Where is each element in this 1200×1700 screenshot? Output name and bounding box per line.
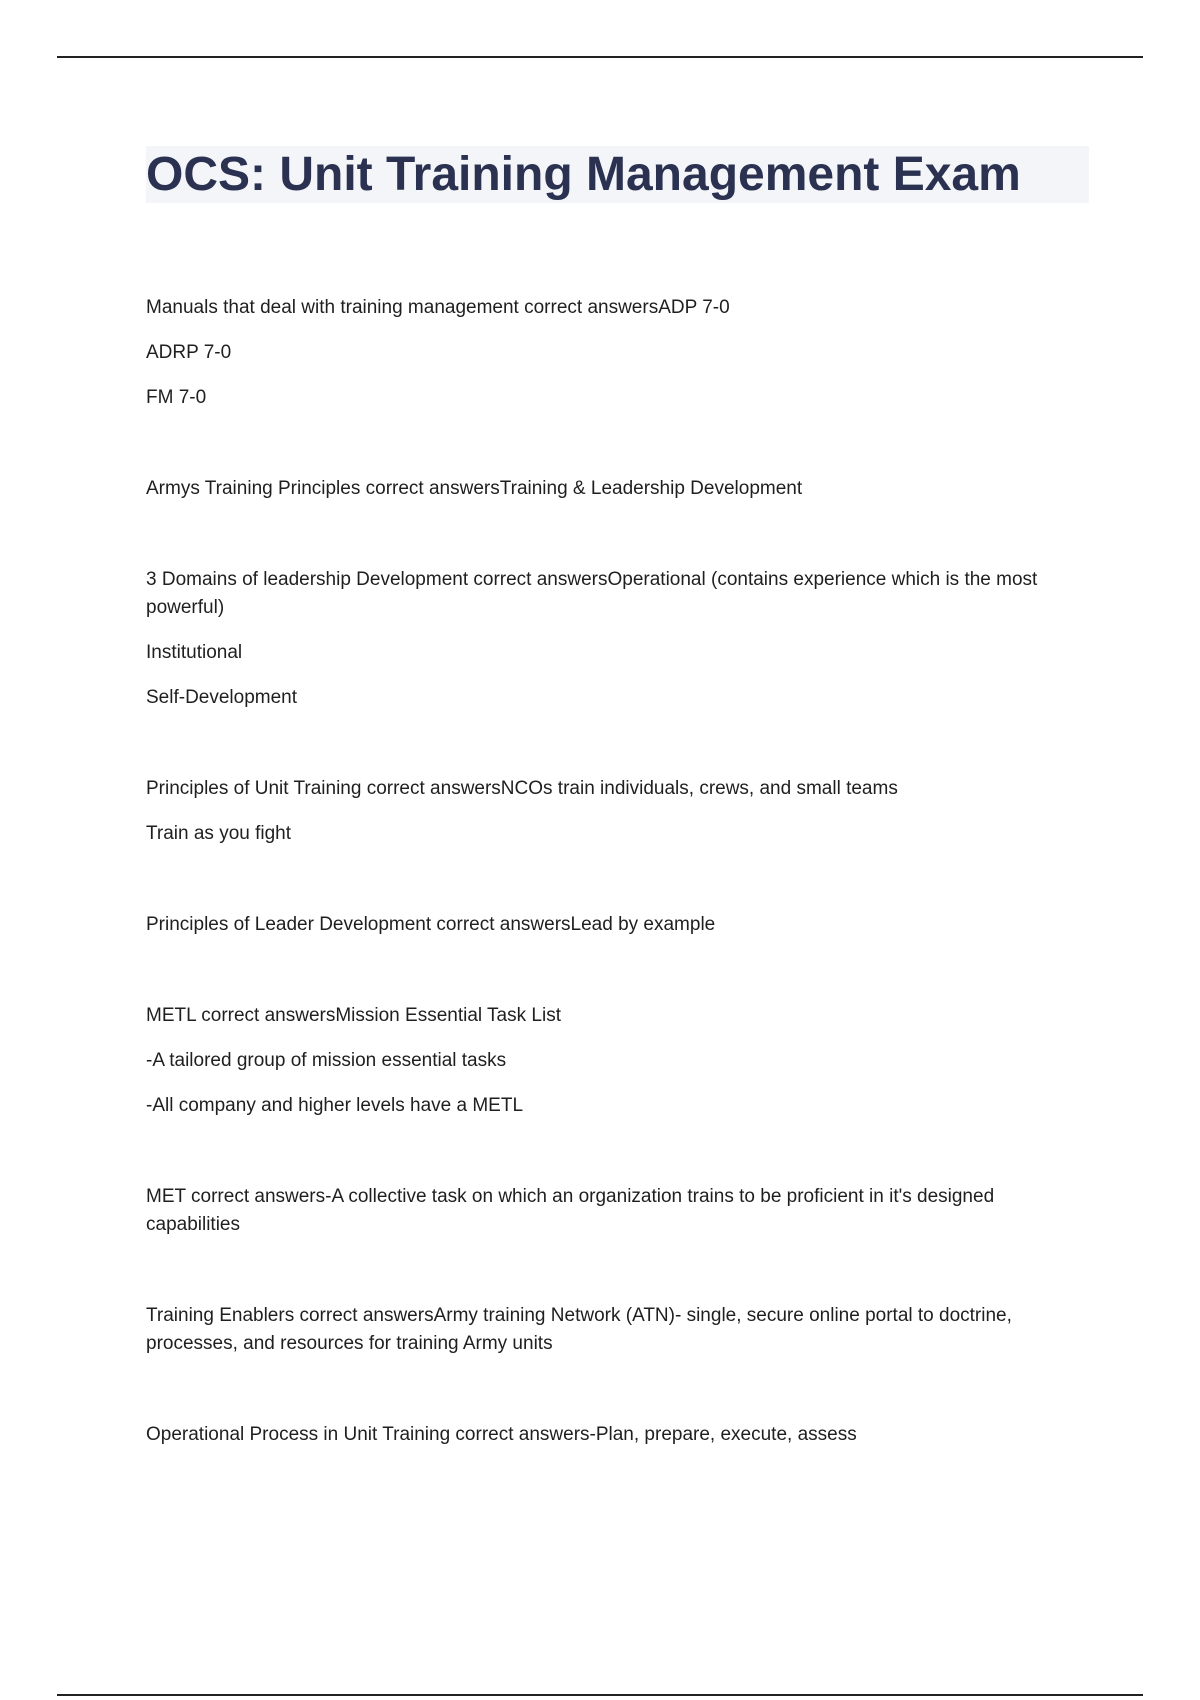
question-answer-line: Operational Process in Unit Training correct answers-Plan, prepare, execute, assess [146, 1424, 857, 1445]
top-rule [57, 56, 1143, 58]
question-answer-line: METL correct answersMission Essential Task List [146, 1005, 561, 1026]
qa-entry [146, 775, 1086, 848]
question-answer-line: Training Enablers correct answersArmy training Network (ATN)- single, secure online portal to doctrine, processes, and resources for training Army units [146, 1305, 1012, 1354]
qa-entry [146, 294, 1086, 412]
page-title: OCS: Unit Training Management Exam [146, 148, 1021, 201]
qa-entry [146, 1302, 1086, 1358]
bottom-rule [57, 1694, 1143, 1696]
qa-entry [146, 1183, 1086, 1239]
document-body [146, 294, 1086, 1512]
answer-line: Self-Development [146, 687, 298, 708]
question-answer-line: Principles of Leader Development correct answersLead by example [146, 914, 716, 935]
question-answer-line: MET correct answers-A collective task on which an organization trains to be proficient in it's designed capabilities [146, 1186, 995, 1235]
answer-line: FM 7-0 [146, 387, 207, 408]
title-banner [146, 146, 1089, 203]
answer-line: Institutional [146, 642, 243, 663]
qa-entry [146, 475, 1086, 503]
question-answer-line: 3 Domains of leadership Development correct answersOperational (contains experience which is the most powerful) [146, 569, 1038, 618]
qa-entry [146, 1002, 1086, 1120]
question-answer-line: Principles of Unit Training correct answersNCOs train individuals, crews, and small teams [146, 778, 898, 799]
question-answer-line: Manuals that deal with training management correct answersADP 7-0 [146, 297, 730, 318]
answer-line: -A tailored group of mission essential tasks [146, 1050, 507, 1071]
qa-entry [146, 566, 1086, 712]
question-answer-line: Armys Training Principles correct answersTraining & Leadership Development [146, 478, 803, 499]
qa-entry [146, 911, 1086, 939]
answer-line: Train as you fight [146, 823, 292, 844]
answer-line: -All company and higher levels have a METL [146, 1095, 524, 1116]
qa-entry [146, 1421, 1086, 1449]
answer-line: ADRP 7-0 [146, 342, 232, 363]
